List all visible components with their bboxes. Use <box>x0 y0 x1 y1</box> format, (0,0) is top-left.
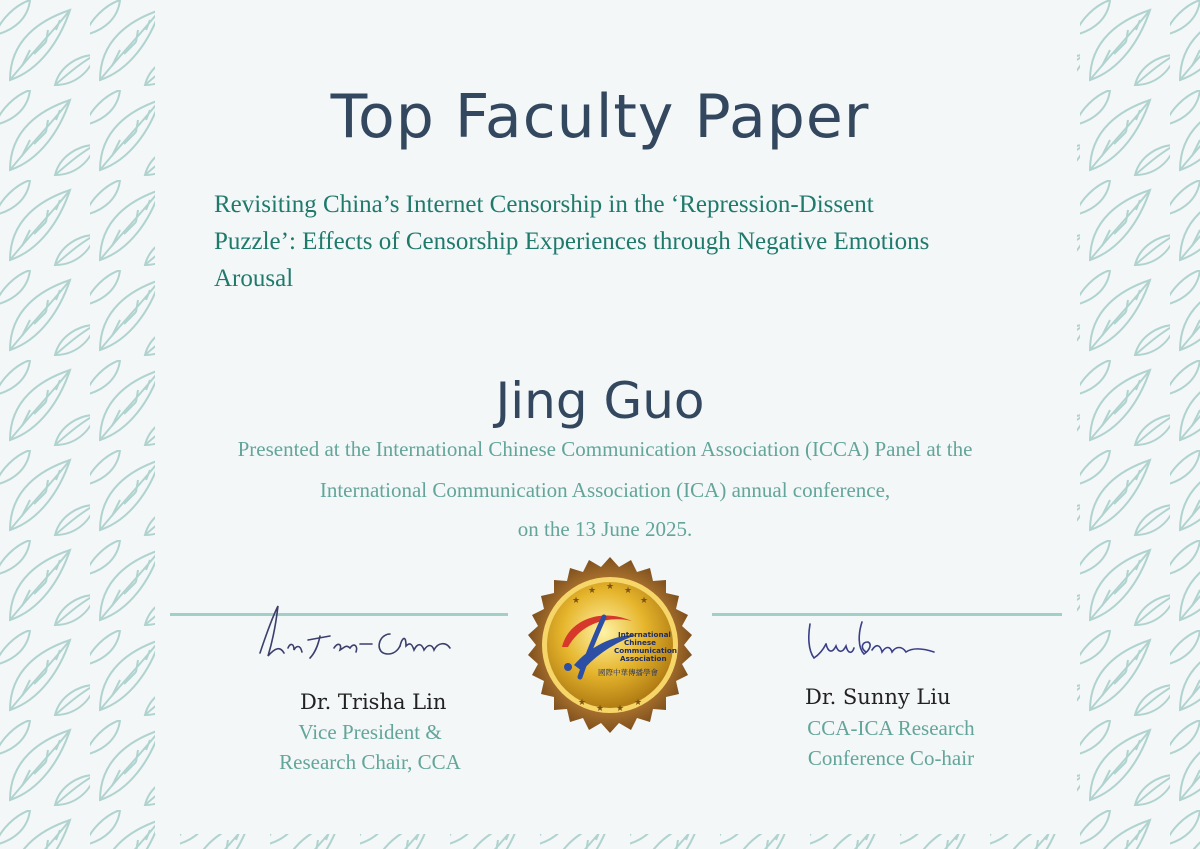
svg-text:★: ★ <box>578 698 587 708</box>
svg-text:★: ★ <box>596 704 605 714</box>
svg-text:★: ★ <box>624 586 633 596</box>
right-signer-role <box>776 713 1006 773</box>
right-signer-role-line: Conference Co-hair <box>807 746 975 770</box>
svg-text:★: ★ <box>588 586 597 596</box>
right-signer-role-line: CCA-ICA Research <box>807 716 975 740</box>
seal-text-line: Communication <box>614 646 677 655</box>
paper-title-line: Arousal <box>214 265 294 292</box>
paper-title-line: Puzzle’: Effects of Censorship Experiences through Negative Emotions <box>214 228 930 255</box>
left-signer-role-line: Research Chair, CCA <box>279 750 461 774</box>
svg-text:★: ★ <box>606 582 615 592</box>
recipient-name: Jing Guo <box>495 372 705 430</box>
paper-title <box>214 186 1034 297</box>
seal-text-line: International <box>618 630 671 639</box>
signature-line-right <box>712 613 1062 616</box>
left-signer-role-line: Vice President & <box>298 720 442 744</box>
seal-text-line: Chinese <box>624 638 656 647</box>
svg-text:★: ★ <box>640 596 649 606</box>
seal-chinese-text: 國際中華傳播學會 <box>598 668 658 677</box>
presented-line: International Communication Association (ICA) annual conference, <box>319 478 891 502</box>
left-signer-role <box>240 717 500 777</box>
svg-text:★: ★ <box>616 704 625 714</box>
presented-line: on the 13 June 2025. <box>517 517 693 541</box>
right-signer-name: Dr. Sunny Liu <box>805 685 951 709</box>
svg-text:★: ★ <box>634 698 643 708</box>
left-signer-name: Dr. Trisha Lin <box>300 690 447 714</box>
paper-title-line: Revisiting China’s Internet Censorship in the ‘Repression-Dissent <box>214 191 874 218</box>
seal-text-line: Association <box>620 654 667 663</box>
award-title: Top Faculty Paper <box>330 82 870 152</box>
signature-left <box>250 598 460 668</box>
presented-line: Presented at the International Chinese Communication Association (ICCA) Panel at the <box>237 437 973 461</box>
icca-seal-icon <box>520 555 700 735</box>
signature-right <box>802 618 942 664</box>
svg-text:★: ★ <box>572 596 581 606</box>
